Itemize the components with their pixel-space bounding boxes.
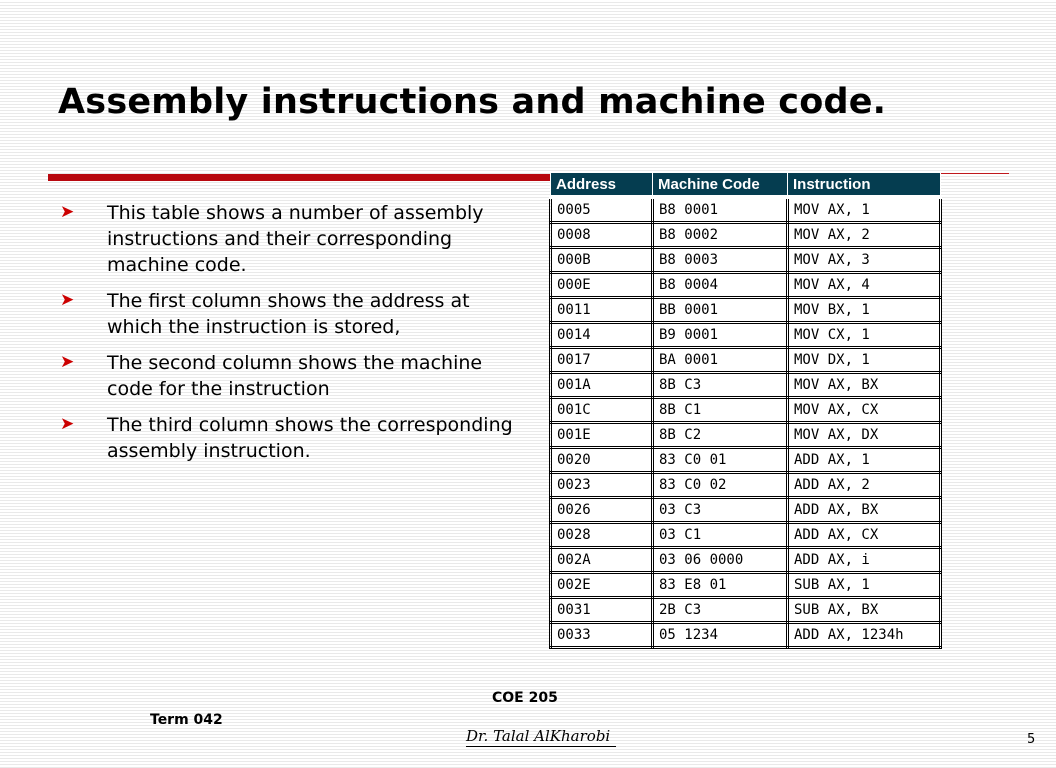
header-address: Address xyxy=(551,173,653,198)
cell-instruction: ADD AX, i xyxy=(788,548,941,573)
cell-address: 0028 xyxy=(551,523,653,548)
table-row xyxy=(551,248,941,273)
slide-title: Assembly instructions and machine code. xyxy=(58,82,887,122)
cell-machine-code: B8 0003 xyxy=(653,248,788,273)
table-header-row xyxy=(551,173,941,198)
author-signature: Dr. Talal AlKharobi xyxy=(466,727,611,745)
cell-instruction: SUB AX, 1 xyxy=(788,573,941,598)
bullet-item xyxy=(60,412,520,464)
cell-instruction: MOV AX, CX xyxy=(788,398,941,423)
cell-address: 000B xyxy=(551,248,653,273)
cell-instruction: ADD AX, BX xyxy=(788,498,941,523)
table-row xyxy=(551,323,941,348)
cell-address: 0005 xyxy=(551,197,653,223)
table-row xyxy=(551,573,941,598)
cell-machine-code: B8 0002 xyxy=(653,223,788,248)
arrow-bullet-icon: ➤ xyxy=(60,352,75,372)
table-row xyxy=(551,273,941,298)
bullet-item xyxy=(60,350,520,402)
cell-address: 0008 xyxy=(551,223,653,248)
cell-machine-code: 83 E8 01 xyxy=(653,573,788,598)
cell-machine-code: 2B C3 xyxy=(653,598,788,623)
table-row xyxy=(551,548,941,573)
cell-address: 0026 xyxy=(551,498,653,523)
header-machine-code: Machine Code xyxy=(653,173,788,198)
cell-instruction: MOV BX, 1 xyxy=(788,298,941,323)
bullet-text: This table shows a number of assembly instructions and their corresponding machine code. xyxy=(107,202,484,276)
course-label: COE 205 xyxy=(492,690,558,706)
table-row xyxy=(551,373,941,398)
cell-address: 002A xyxy=(551,548,653,573)
cell-address: 001A xyxy=(551,373,653,398)
slide-number: 5 xyxy=(1027,732,1036,747)
bullet-text: The second column shows the machine code for the instruction xyxy=(107,352,483,400)
cell-machine-code: 05 1234 xyxy=(653,623,788,648)
bullet-item xyxy=(60,288,520,340)
table-body xyxy=(551,197,941,648)
cell-instruction: ADD AX, CX xyxy=(788,523,941,548)
cell-instruction: MOV CX, 1 xyxy=(788,323,941,348)
cell-machine-code: BA 0001 xyxy=(653,348,788,373)
author-underline xyxy=(466,746,616,747)
cell-instruction: MOV AX, 1 xyxy=(788,197,941,223)
cell-machine-code: 83 C0 01 xyxy=(653,448,788,473)
cell-address: 000E xyxy=(551,273,653,298)
cell-machine-code: 8B C2 xyxy=(653,423,788,448)
cell-address: 001C xyxy=(551,398,653,423)
cell-address: 0031 xyxy=(551,598,653,623)
table-row xyxy=(551,623,941,648)
arrow-bullet-icon: ➤ xyxy=(60,290,75,310)
arrow-bullet-icon: ➤ xyxy=(60,414,75,434)
cell-address: 002E xyxy=(551,573,653,598)
cell-machine-code: B8 0001 xyxy=(653,197,788,223)
machine-code-table xyxy=(549,172,942,649)
cell-address: 0023 xyxy=(551,473,653,498)
cell-address: 0011 xyxy=(551,298,653,323)
cell-machine-code: B8 0004 xyxy=(653,273,788,298)
cell-machine-code: 83 C0 02 xyxy=(653,473,788,498)
table-row xyxy=(551,523,941,548)
table-row xyxy=(551,348,941,373)
term-label: Term 042 xyxy=(150,712,223,728)
arrow-bullet-icon: ➤ xyxy=(60,202,75,222)
cell-machine-code: 03 C1 xyxy=(653,523,788,548)
table-row xyxy=(551,423,941,448)
cell-machine-code: 8B C3 xyxy=(653,373,788,398)
table-row xyxy=(551,197,941,223)
cell-machine-code: B9 0001 xyxy=(653,323,788,348)
title-underline-thin xyxy=(938,173,1009,174)
cell-instruction: MOV AX, BX xyxy=(788,373,941,398)
table-row xyxy=(551,398,941,423)
cell-address: 0020 xyxy=(551,448,653,473)
cell-instruction: ADD AX, 2 xyxy=(788,473,941,498)
cell-address: 0017 xyxy=(551,348,653,373)
cell-address: 001E xyxy=(551,423,653,448)
header-instruction: Instruction xyxy=(788,173,941,198)
bullet-text: The first column shows the address at which the instruction is stored, xyxy=(107,290,470,338)
table-row xyxy=(551,223,941,248)
cell-instruction: ADD AX, 1234h xyxy=(788,623,941,648)
cell-address: 0033 xyxy=(551,623,653,648)
cell-machine-code: BB 0001 xyxy=(653,298,788,323)
cell-machine-code: 03 06 0000 xyxy=(653,548,788,573)
bullet-text: The third column shows the corresponding assembly instruction. xyxy=(107,414,513,462)
bullet-item xyxy=(60,200,520,278)
table-row xyxy=(551,473,941,498)
cell-instruction: MOV AX, 4 xyxy=(788,273,941,298)
table-row xyxy=(551,498,941,523)
cell-instruction: ADD AX, 1 xyxy=(788,448,941,473)
cell-machine-code: 8B C1 xyxy=(653,398,788,423)
cell-instruction: MOV AX, DX xyxy=(788,423,941,448)
table-row xyxy=(551,298,941,323)
cell-instruction: MOV AX, 3 xyxy=(788,248,941,273)
cell-address: 0014 xyxy=(551,323,653,348)
table-row xyxy=(551,448,941,473)
bullet-list xyxy=(60,200,520,474)
cell-instruction: SUB AX, BX xyxy=(788,598,941,623)
table-row xyxy=(551,598,941,623)
cell-machine-code: 03 C3 xyxy=(653,498,788,523)
cell-instruction: MOV AX, 2 xyxy=(788,223,941,248)
title-underline-bar xyxy=(48,174,550,181)
cell-instruction: MOV DX, 1 xyxy=(788,348,941,373)
